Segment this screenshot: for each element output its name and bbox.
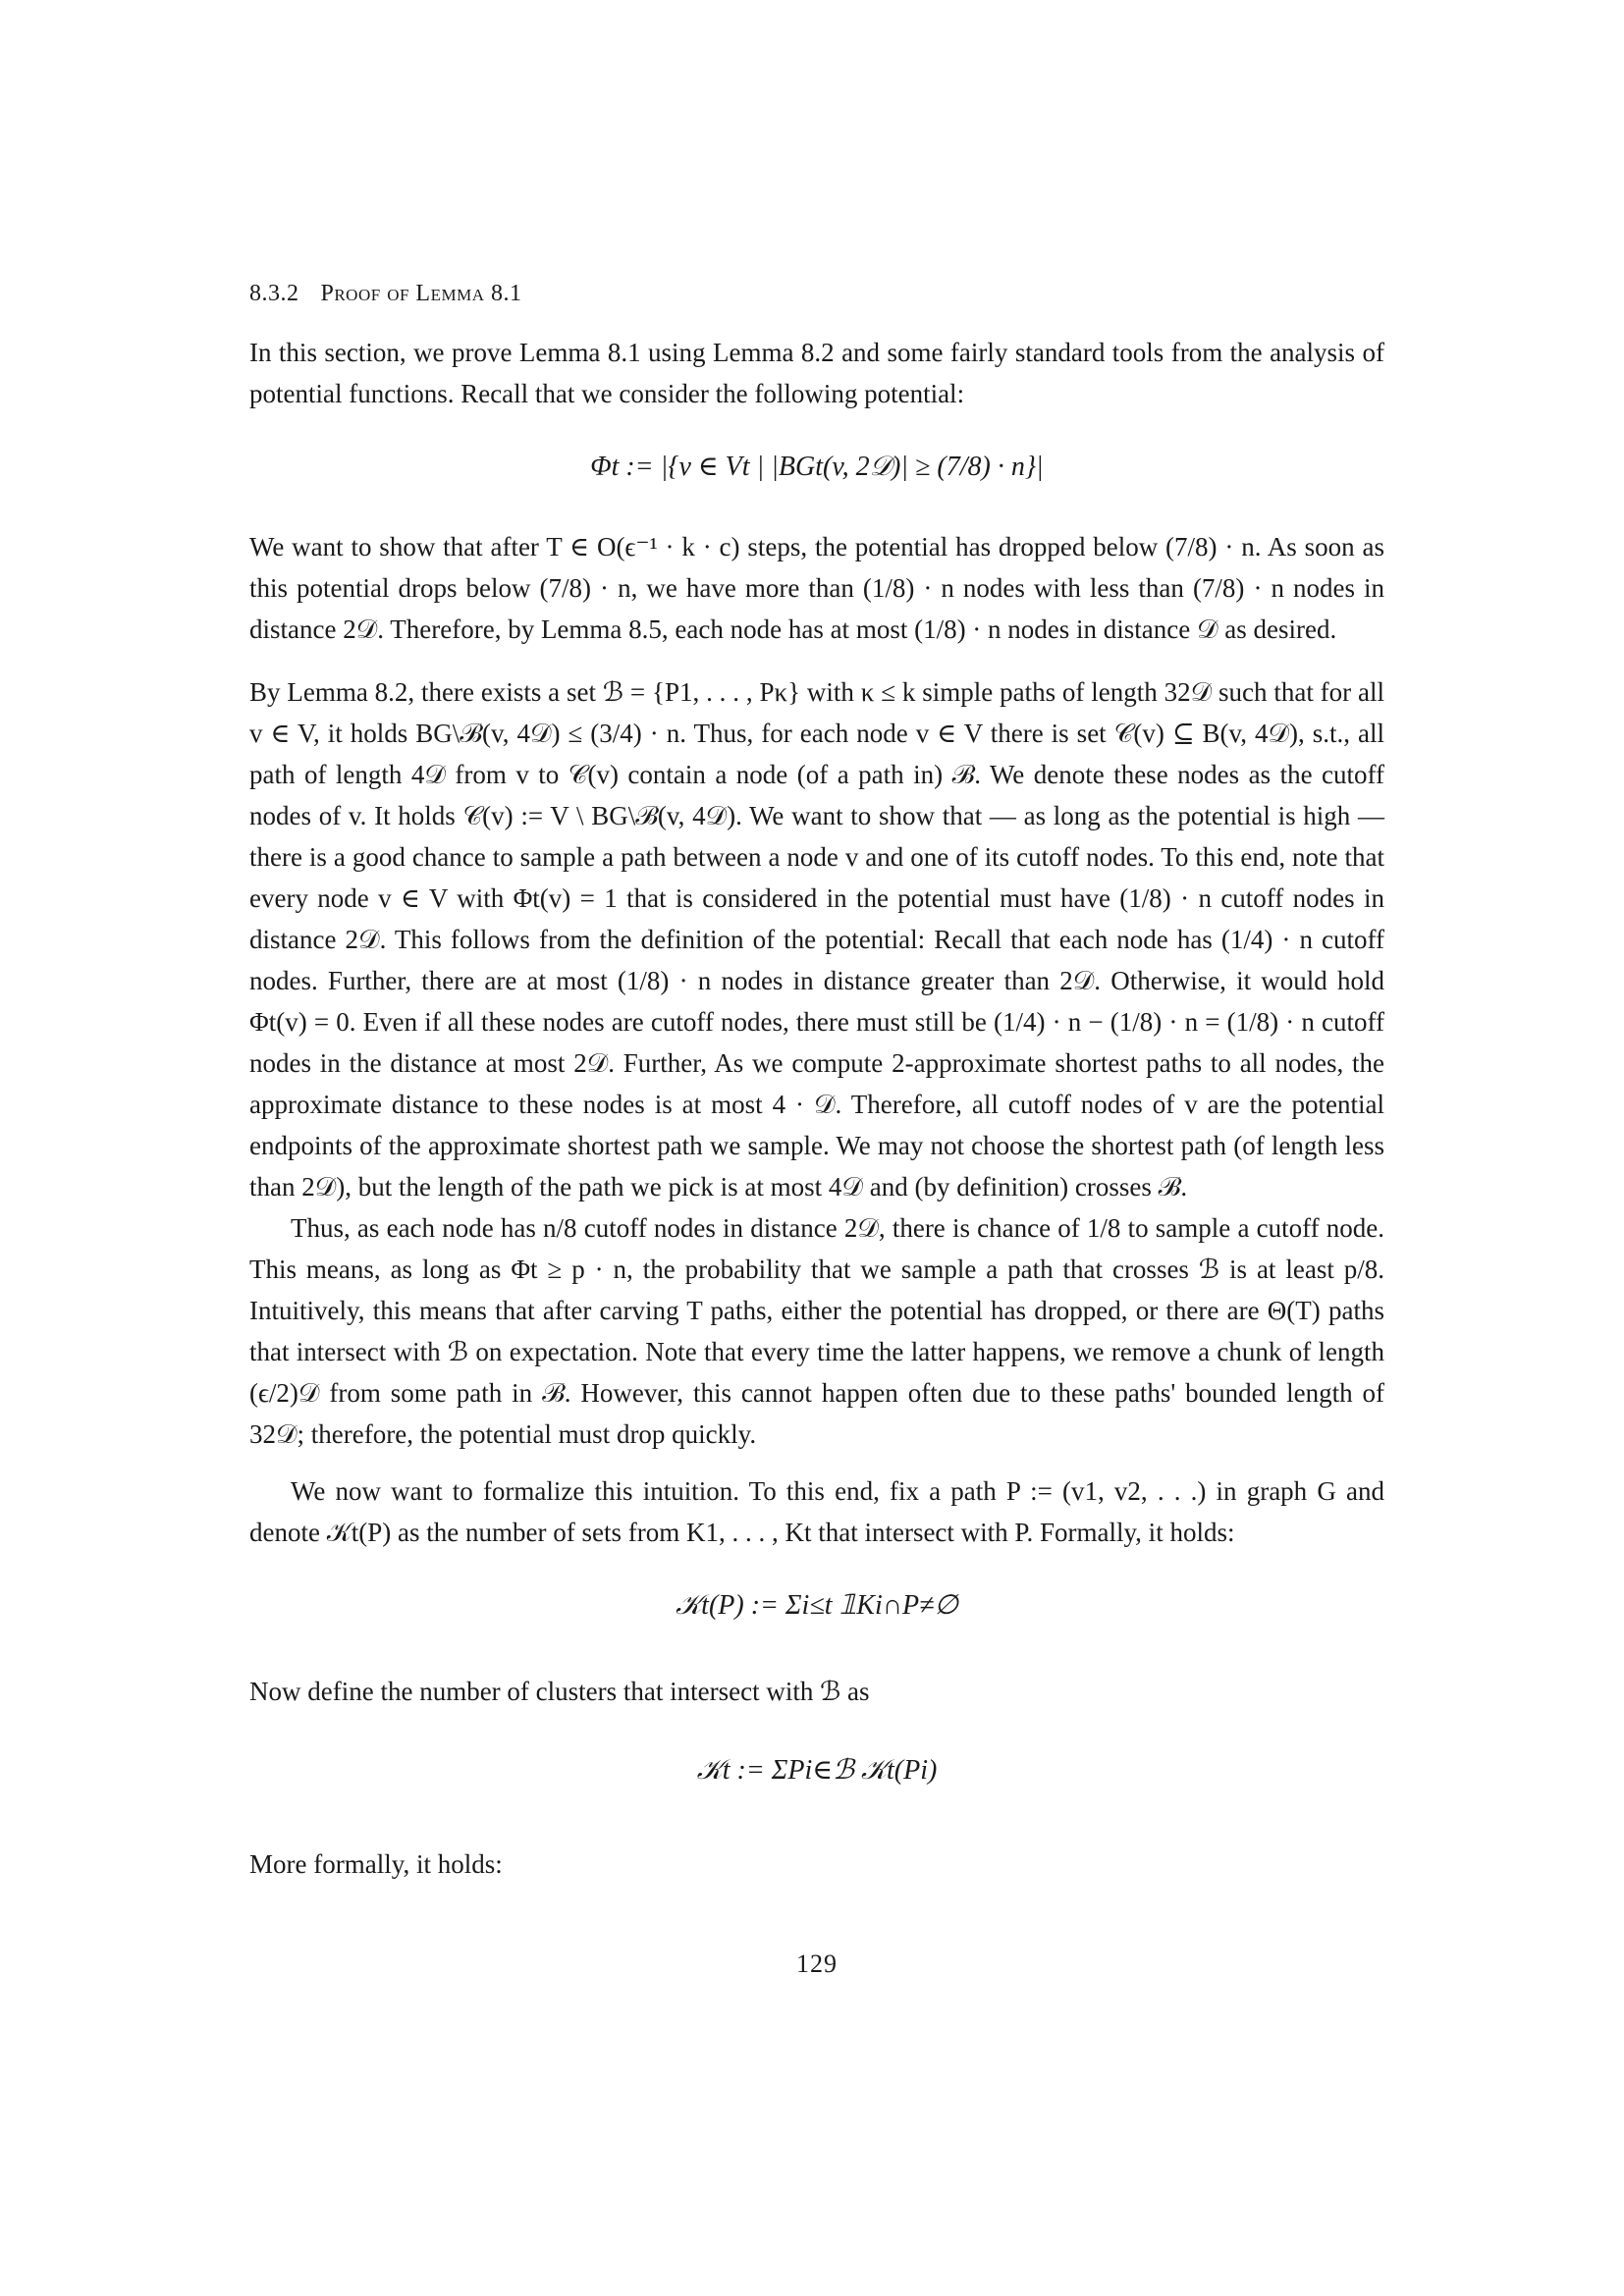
- paragraph-goal: We want to show that after T ∈ O(ϵ⁻¹ · k · c) steps, the potential has dropped below (7/8) · n. As soon as this potential drops below (7/8) · n, we have more than (1/8) · n nodes with less than (7/8) · n nodes in distance 2𝒟. Therefore, by Lemma 8.5, each node has at most (1/8) · n nodes in distance 𝒟 as desired.: [249, 532, 1384, 644]
- paragraph-intuition: Thus, as each node has n/8 cutoff nodes in distance 2𝒟, there is chance of 1/8 to sample a cutoff node. This means, as long as Φt ≥ p · n, the probability that we sample a path that crosses ℬ is at least p/8. Intuitively, this means that after carving T paths, either the potential has dropped, or there are Θ(T) paths that intersect with ℬ on expectation. Note that every time the latter happens, we remove a chunk of length (ϵ/2)𝒟 from some path in ℬ. However, this cannot happen often due to these paths' bounded length of 32𝒟; therefore, the potential must drop quickly.: [249, 1213, 1384, 1449]
- section-title: Proof of Lemma 8.1: [320, 281, 522, 306]
- paragraph-more-formally: More formally, it holds:: [249, 1849, 503, 1879]
- equation-kt-path: 𝒦t(P) := Σi≤t 𝟙Ki∩P≠∅: [676, 1590, 958, 1621]
- paragraph-intro: In this section, we prove Lemma 8.1 using Lemma 8.2 and some fairly standard tools from the analysis of potential functions. Recall that we consider the following potential:: [249, 338, 1384, 408]
- equation-potential: Φt := |{v ∈ Vt | |BGt(v, 2𝒟)| ≥ (7/8) · n}|: [590, 452, 1044, 482]
- section-heading: [249, 281, 521, 307]
- equation-kt-total: 𝒦t := ΣPi∈ℬ 𝒦t(Pi): [696, 1755, 938, 1786]
- page-number: 129: [796, 1949, 838, 1978]
- paragraph-lemma-8-2: By Lemma 8.2, there exists a set ℬ = {P1, . . . , Pκ} with κ ≤ k simple paths of length 32𝒟 such that for all v ∈ V, it holds BG\ℬ(v, 4𝒟) ≤ (3/4) · n. Thus, for each node v ∈ V there is set 𝒞(v) ⊆ B(v, 4𝒟), s.t., all path of length 4𝒟 from v to 𝒞(v) contain a node (of a path in) ℬ. We denote these nodes as the cutoff nodes of v. It holds 𝒞(v) := V \ BG\ℬ(v, 4𝒟). We want to show that — as long as the potential is high — there is a good chance to sample a path between a node v and one of its cutoff nodes. To this end, note that every node v ∈ V with Φt(v) = 1 that is considered in the potential must have (1/8) · n cutoff nodes in distance 2𝒟. This follows from the definition of the potential: Recall that each node has (1/4) · n cutoff nodes. Further, there are at most (1/8) · n nodes in distance greater than 2𝒟. Otherwise, it would hold Φt(v) = 0. Even if all these nodes are cutoff nodes, there must still be (1/4) · n − (1/8) · n = (1/8) · n cutoff nodes in the distance at most 2𝒟. Further, As we compute 2-approximate shortest paths to all nodes, the approximate distance to these nodes is at most 4 · 𝒟. Therefore, all cutoff nodes of v are the potential endpoints of the approximate shortest path we sample. We may not choose the shortest path (of length less than 2𝒟), but the length of the path we pick is at most 4𝒟 and (by definition) crosses ℬ.: [249, 677, 1384, 1201]
- paragraph-formalize: We now want to formalize this intuition. To this end, fix a path P := (v1, v2, . . .) in graph G and denote 𝒦t(P) as the number of sets from K1, . . . , Kt that intersect with P. Formally, it holds:: [249, 1476, 1384, 1547]
- paragraph-clusters: Now define the number of clusters that intersect with ℬ as: [249, 1677, 870, 1706]
- section-number: 8.3.2: [249, 281, 299, 306]
